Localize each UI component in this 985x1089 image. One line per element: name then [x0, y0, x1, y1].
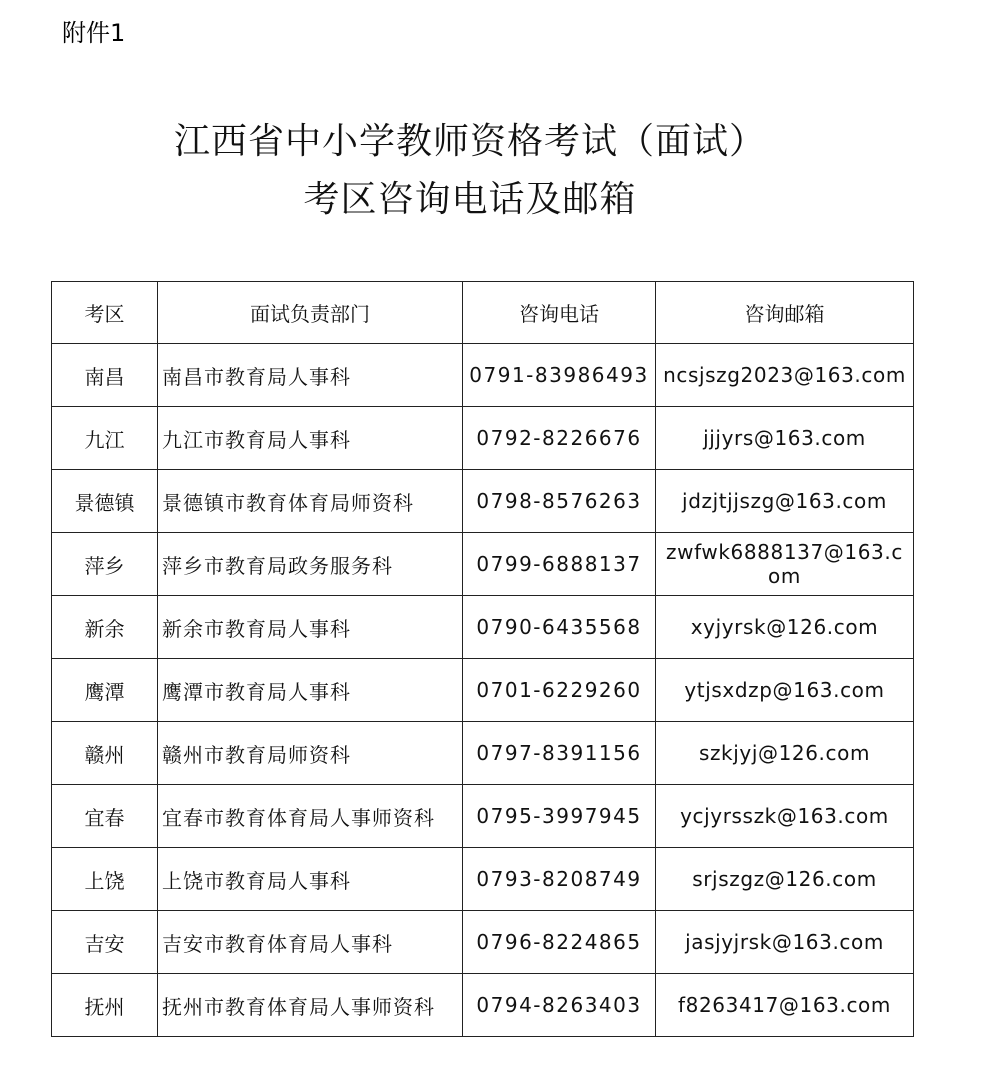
header-email: 咨询邮箱 [656, 282, 914, 344]
department-cell: 抚州市教育体育局人事师资科 [158, 974, 463, 1037]
region-cell: 景德镇 [52, 470, 158, 533]
table-row [52, 407, 914, 470]
table-row [52, 470, 914, 533]
email-cell: szkjyj@126.com [656, 722, 914, 785]
department-cell: 景德镇市教育体育局师资科 [158, 470, 463, 533]
region-cell: 南昌 [52, 344, 158, 407]
region-cell: 抚州 [52, 974, 158, 1037]
phone-cell: 0791-83986493 [463, 344, 656, 407]
region-cell: 赣州 [52, 722, 158, 785]
email-cell: srjszgz@126.com [656, 848, 914, 911]
email-cell: ncsjszg2023@163.com [656, 344, 914, 407]
region-cell: 九江 [52, 407, 158, 470]
phone-cell: 0790-6435568 [463, 596, 656, 659]
email-cell: ytjsxdzp@163.com [656, 659, 914, 722]
region-cell: 吉安 [52, 911, 158, 974]
department-cell: 吉安市教育体育局人事科 [158, 911, 463, 974]
table-row [52, 974, 914, 1037]
contact-table [51, 281, 914, 1037]
phone-cell: 0796-8224865 [463, 911, 656, 974]
email-cell: jjjyrs@163.com [656, 407, 914, 470]
header-region: 考区 [52, 282, 158, 344]
department-cell: 新余市教育局人事科 [158, 596, 463, 659]
page-title-line-2: 考区咨询电话及邮箱 [303, 179, 637, 220]
table-row [52, 596, 914, 659]
email-cell: jdzjtjjszg@163.com [656, 470, 914, 533]
phone-cell: 0793-8208749 [463, 848, 656, 911]
table-row [52, 722, 914, 785]
region-cell: 鹰潭 [52, 659, 158, 722]
phone-cell: 0701-6229260 [463, 659, 656, 722]
department-cell: 九江市教育局人事科 [158, 407, 463, 470]
department-cell: 上饶市教育局人事科 [158, 848, 463, 911]
header-department: 面试负责部门 [158, 282, 463, 344]
table-row [52, 848, 914, 911]
table-row [52, 659, 914, 722]
phone-cell: 0794-8263403 [463, 974, 656, 1037]
table-row [52, 344, 914, 407]
phone-cell: 0797-8391156 [463, 722, 656, 785]
email-cell: zwfwk6888137@163.com [656, 533, 914, 596]
region-cell: 萍乡 [52, 533, 158, 596]
phone-cell: 0795-3997945 [463, 785, 656, 848]
table-row [52, 533, 914, 596]
department-cell: 萍乡市教育局政务服务科 [158, 533, 463, 596]
email-cell: ycjyrsszk@163.com [656, 785, 914, 848]
department-cell: 宜春市教育体育局人事师资科 [158, 785, 463, 848]
email-cell: xyjyrsk@126.com [656, 596, 914, 659]
phone-cell: 0798-8576263 [463, 470, 656, 533]
department-cell: 鹰潭市教育局人事科 [158, 659, 463, 722]
email-cell: jasjyjrsk@163.com [656, 911, 914, 974]
table-header-row [52, 282, 914, 344]
department-cell: 南昌市教育局人事科 [158, 344, 463, 407]
header-phone: 咨询电话 [463, 282, 656, 344]
phone-cell: 0799-6888137 [463, 533, 656, 596]
region-cell: 上饶 [52, 848, 158, 911]
table-row [52, 911, 914, 974]
region-cell: 宜春 [52, 785, 158, 848]
region-cell: 新余 [52, 596, 158, 659]
department-cell: 赣州市教育局师资科 [158, 722, 463, 785]
page-title-line-1: 江西省中小学教师资格考试（面试） [173, 121, 766, 162]
table-row [52, 785, 914, 848]
email-cell: f8263417@163.com [656, 974, 914, 1037]
phone-cell: 0792-8226676 [463, 407, 656, 470]
attachment-label: 附件1 [62, 19, 126, 47]
